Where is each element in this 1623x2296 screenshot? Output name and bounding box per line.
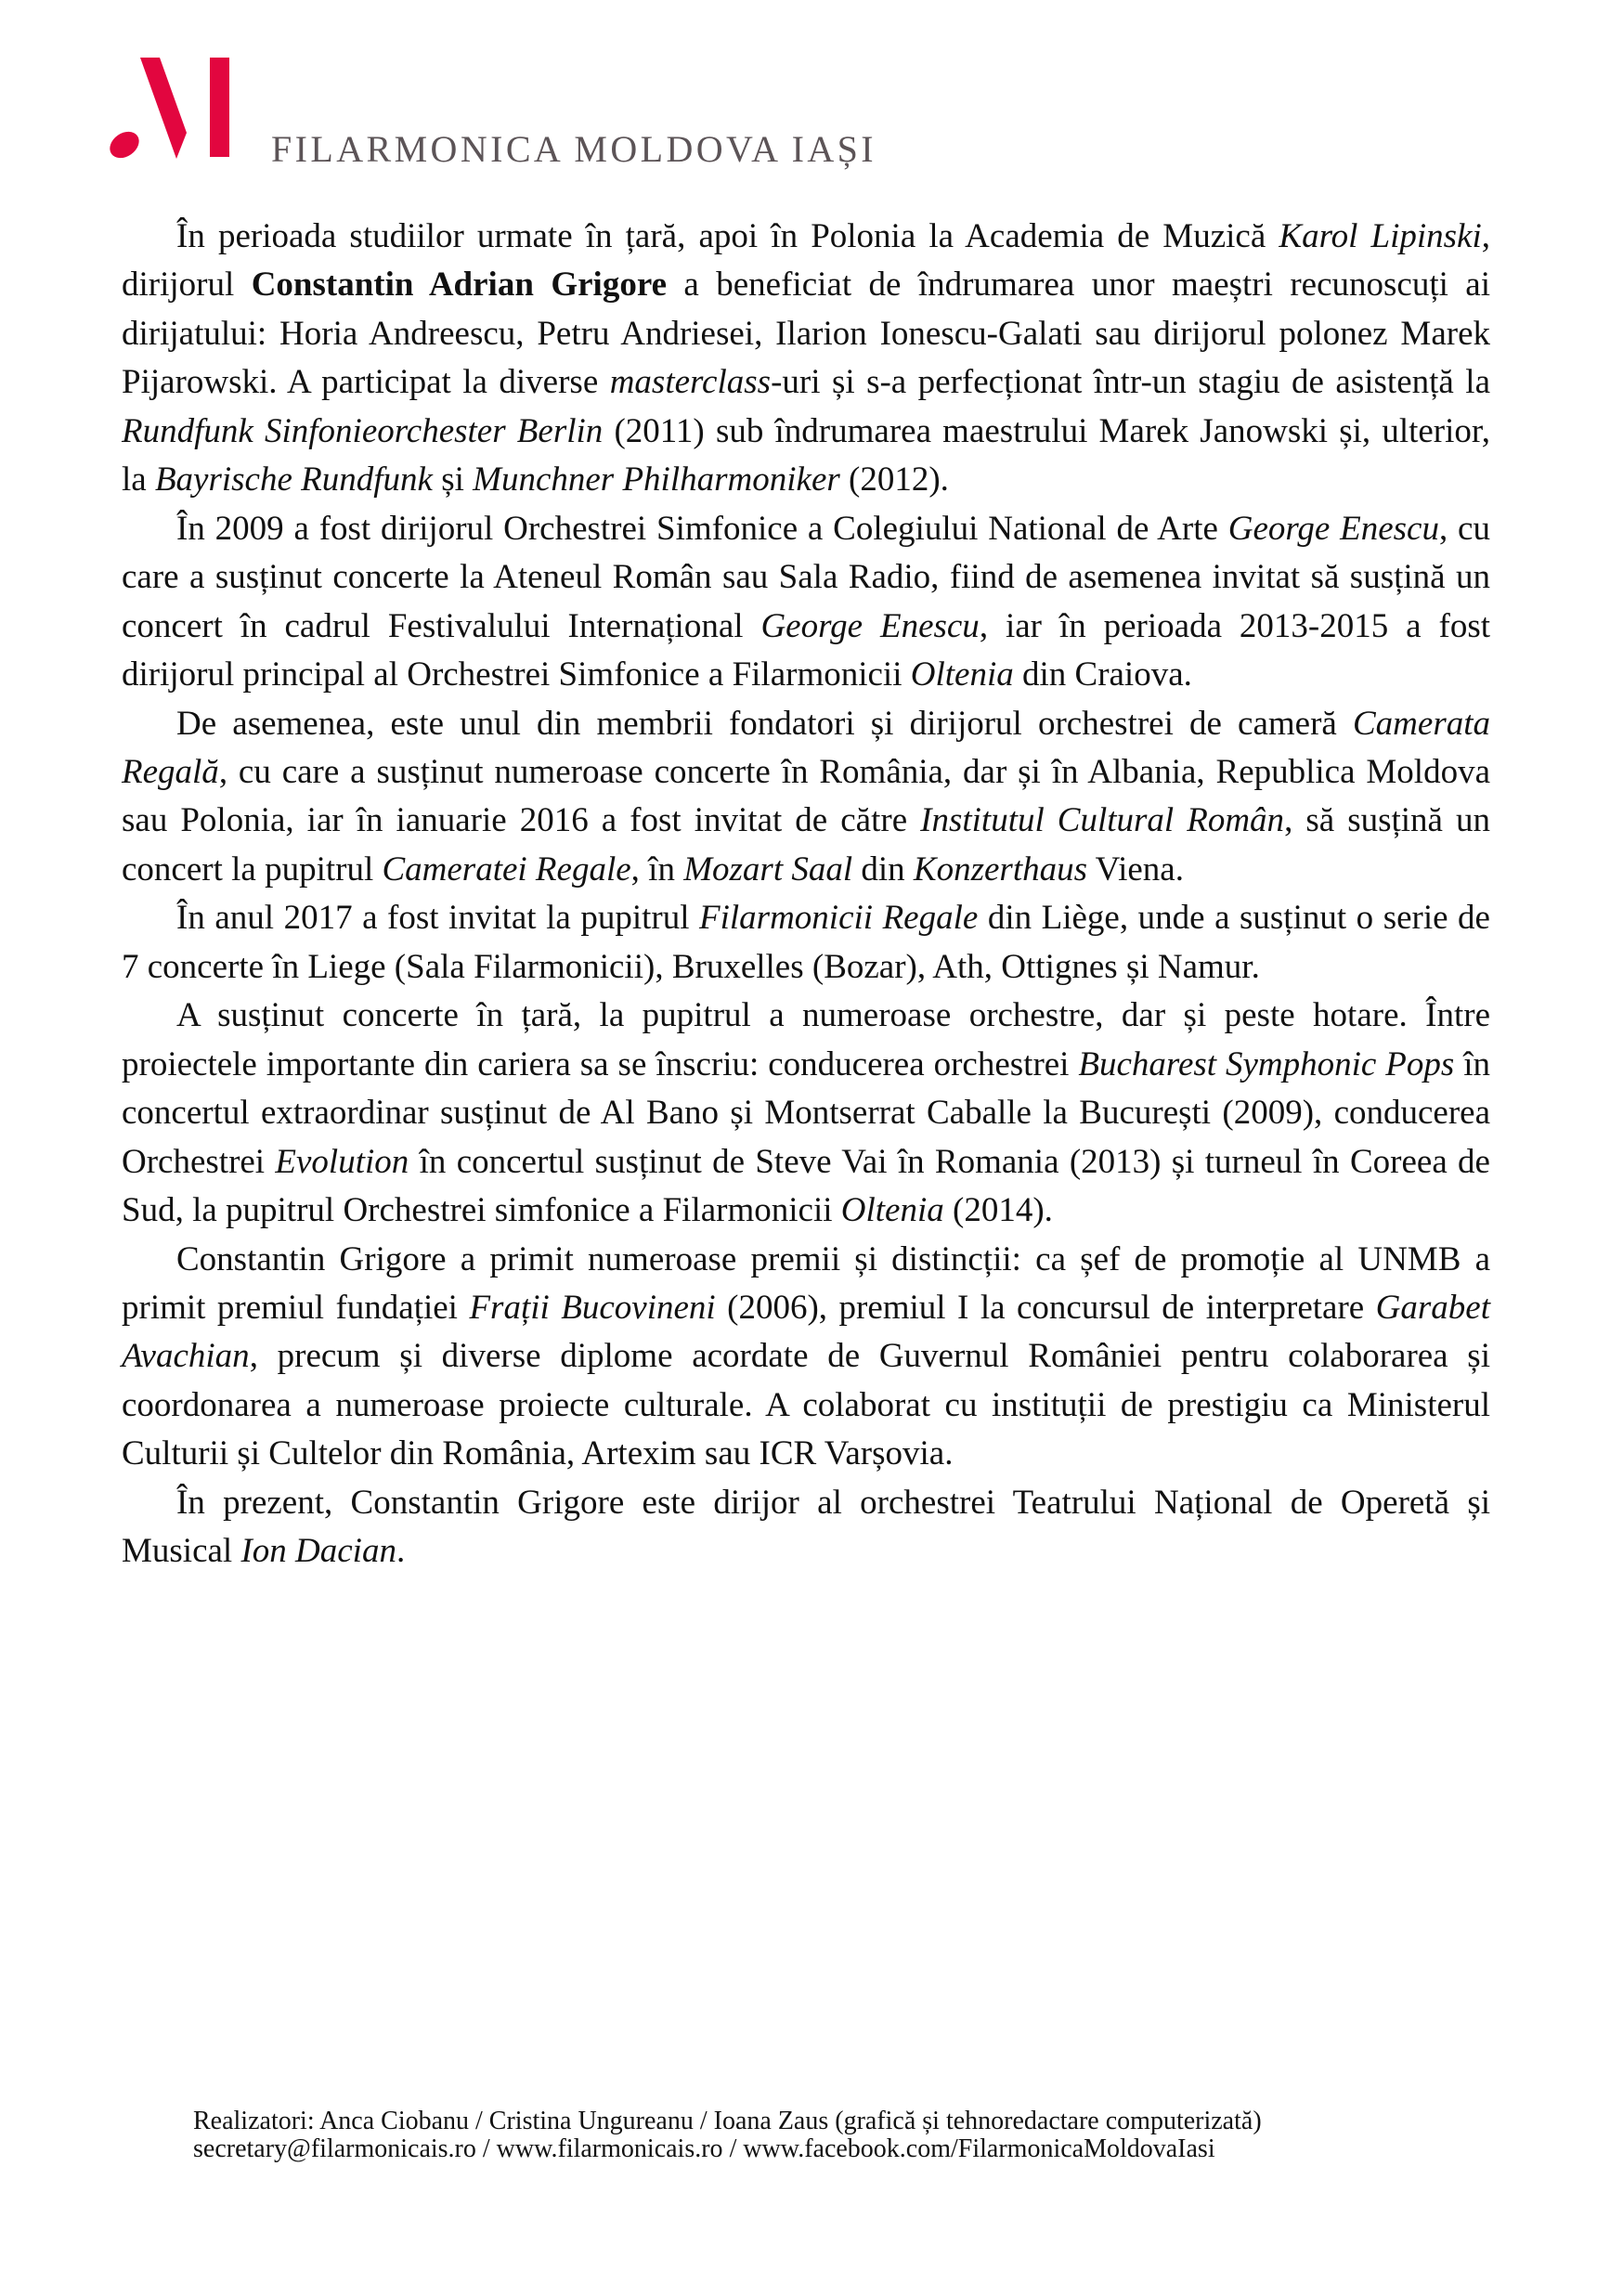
body-paragraph — [122, 213, 1490, 505]
body-paragraph — [122, 894, 1490, 992]
italic-text: Evolution — [275, 1142, 409, 1181]
text-run: (2006), premiul I la concursul de interpretare — [715, 1288, 1376, 1327]
text-run: , precum și diverse diplome acordate de Guvernul României pentru colaborarea și coordonarea a numeroase proiecte culturale. A colaborat cu instituții de prestigiu ca Ministerul Culturii și Cultelor din România, Artexim sau ICR Varșovia. — [122, 1337, 1490, 1473]
footer-email-link[interactable]: secretary@filarmonicais.ro — [193, 2134, 476, 2163]
italic-text: George Enescu — [1227, 509, 1439, 548]
text-run: , să susțină un concert la pupitrul — [122, 801, 1490, 889]
italic-text: Bucharest Symphonic Pops — [1078, 1044, 1455, 1083]
text-run: În prezent, Constantin Grigore este dirijor al orchestrei Teatrului Național de Operetă și Musical — [122, 1483, 1490, 1571]
italic-text: Cameratei Regale — [382, 850, 631, 889]
text-run: Constantin Grigore a primit numeroase premii și distincții: ca șef de promoție al UNMB a primit premiul fundației — [122, 1239, 1490, 1327]
text-run: În 2009 a fost dirijorul Orchestrei Simfonice a Colegiului National de Arte — [176, 509, 1228, 548]
brand-name: FILARMONICA MOLDOVA IAȘI — [271, 128, 877, 170]
italic-text: Filarmonicii Regale — [699, 899, 979, 938]
italic-text: Munchner Philharmoniker — [473, 460, 840, 499]
italic-text: Institutul Cultural Român — [920, 801, 1285, 840]
footer-credits: Realizatori: Anca Ciobanu / Cristina Ungureanu / Ioana Zaus (grafică și tehnoredactare computerizată) — [193, 2107, 1262, 2135]
text-run: din Craiova. — [1013, 655, 1192, 694]
text-run: , dirijorul — [122, 217, 1490, 305]
text-run: în concertul extraordinar susținut de Al Bano și Montserrat Caballe la București (2009), conducerea Orchestrei — [122, 1044, 1490, 1181]
body-paragraph — [122, 992, 1490, 1235]
text-run: din — [852, 850, 914, 889]
italic-text: Oltenia — [910, 655, 1014, 694]
body-paragraph — [122, 505, 1490, 700]
italic-text: Rundfunk Sinfonieorchester Berlin — [122, 411, 604, 450]
italic-text: Karol Lipinski — [1279, 217, 1482, 255]
filarmonica-m-logo-icon — [102, 51, 241, 167]
text-run: , cu care a susținut concerte la Ateneul Român sau Sala Radio, fiind de asemenea invitat să susțină un concert în cadrul Festivalului Internațional — [122, 509, 1490, 645]
logo-dot — [105, 126, 144, 163]
page-footer — [193, 2108, 1262, 2163]
text-run: a beneficiat de îndrumarea unor maeștri recunoscuți ai dirijatului: Horia Andreescu, Petru Andriesei, Ilarion Ionescu-Galati sau dirijorul polonez Marek Pijarowski. A participat la diverse — [122, 266, 1491, 402]
italic-text: Konzerthaus — [913, 850, 1087, 889]
logo-diagonal-stroke — [140, 58, 187, 159]
text-run: În anul 2017 a fost invitat la pupitrul — [176, 899, 700, 938]
italic-text: Mozart Saal — [683, 850, 853, 889]
italic-text: George Enescu — [760, 606, 980, 645]
bold-name-text: Constantin Adrian Grigore — [251, 266, 667, 305]
footer-website-link[interactable]: www.filarmonicais.ro — [496, 2134, 723, 2163]
logo-vertical-bar — [210, 58, 229, 157]
body-paragraph — [122, 700, 1490, 895]
text-run: A susținut concerte în țară, la pupitrul a numeroase orchestre, dar și peste hotare. Între proiectele importante din cariera sa se înscriu: conducerea orchestrei — [122, 996, 1490, 1083]
italic-text: Ion Dacian — [240, 1532, 396, 1571]
text-run: . — [396, 1532, 406, 1571]
footer-separator: / — [722, 2134, 744, 2163]
text-run: De asemenea, este unul din membrii fondatori și dirijorul orchestrei de cameră — [176, 704, 1353, 743]
text-run: -uri și s-a perfecționat într-un stagiu de asistență la — [771, 363, 1490, 402]
footer-separator: / — [475, 2134, 497, 2163]
text-run: în concertul susținut de Steve Vai în Romania (2013) și turneul în Coreea de Sud, la pupitrul Orchestrei simfonice a Filarmonicii — [122, 1142, 1490, 1230]
text-run: (2014). — [943, 1191, 1053, 1230]
text-run: În perioada studiilor urmate în țară, apoi în Polonia la Academia de Muzică — [176, 217, 1279, 255]
footer-contacts — [193, 2135, 1262, 2163]
text-run: (2012). — [839, 460, 949, 499]
text-run: , cu care a susținut numeroase concerte în România, dar și în Albania, Republica Moldova sau Polonia, iar în ianuarie 2016 a fost invitat de către — [122, 752, 1490, 840]
italic-text: Oltenia — [840, 1191, 944, 1230]
body-paragraph — [122, 1236, 1490, 1479]
biography-text — [122, 213, 1490, 1576]
text-run: din Liège, unde a susținut o serie de 7 concerte în Liege (Sala Filarmonicii), Bruxelles (Bozar), Ath, Ottignes și Namur. — [122, 899, 1490, 986]
italic-text: Frații Bucovineni — [469, 1288, 716, 1327]
body-paragraph — [122, 1479, 1490, 1576]
italic-text: masterclass — [609, 363, 772, 402]
text-run: și — [432, 460, 474, 499]
text-run: (2011) sub îndrumarea maestrului Marek Janowski și, ulterior, la — [122, 411, 1490, 499]
italic-text: Bayrische Rundfunk — [154, 460, 433, 499]
text-run: , iar în perioada 2013-2015 a fost dirijorul principal al Orchestrei Simfonice a Filarmonicii — [122, 606, 1491, 694]
footer-facebook-link[interactable]: www.facebook.com/FilarmonicaMoldovaIasi — [743, 2134, 1215, 2163]
text-run: , în — [630, 850, 684, 889]
italic-text: Camerata Regală — [122, 704, 1490, 791]
italic-text: Garabet Avachian — [122, 1288, 1490, 1376]
text-run: Viena. — [1087, 850, 1184, 889]
